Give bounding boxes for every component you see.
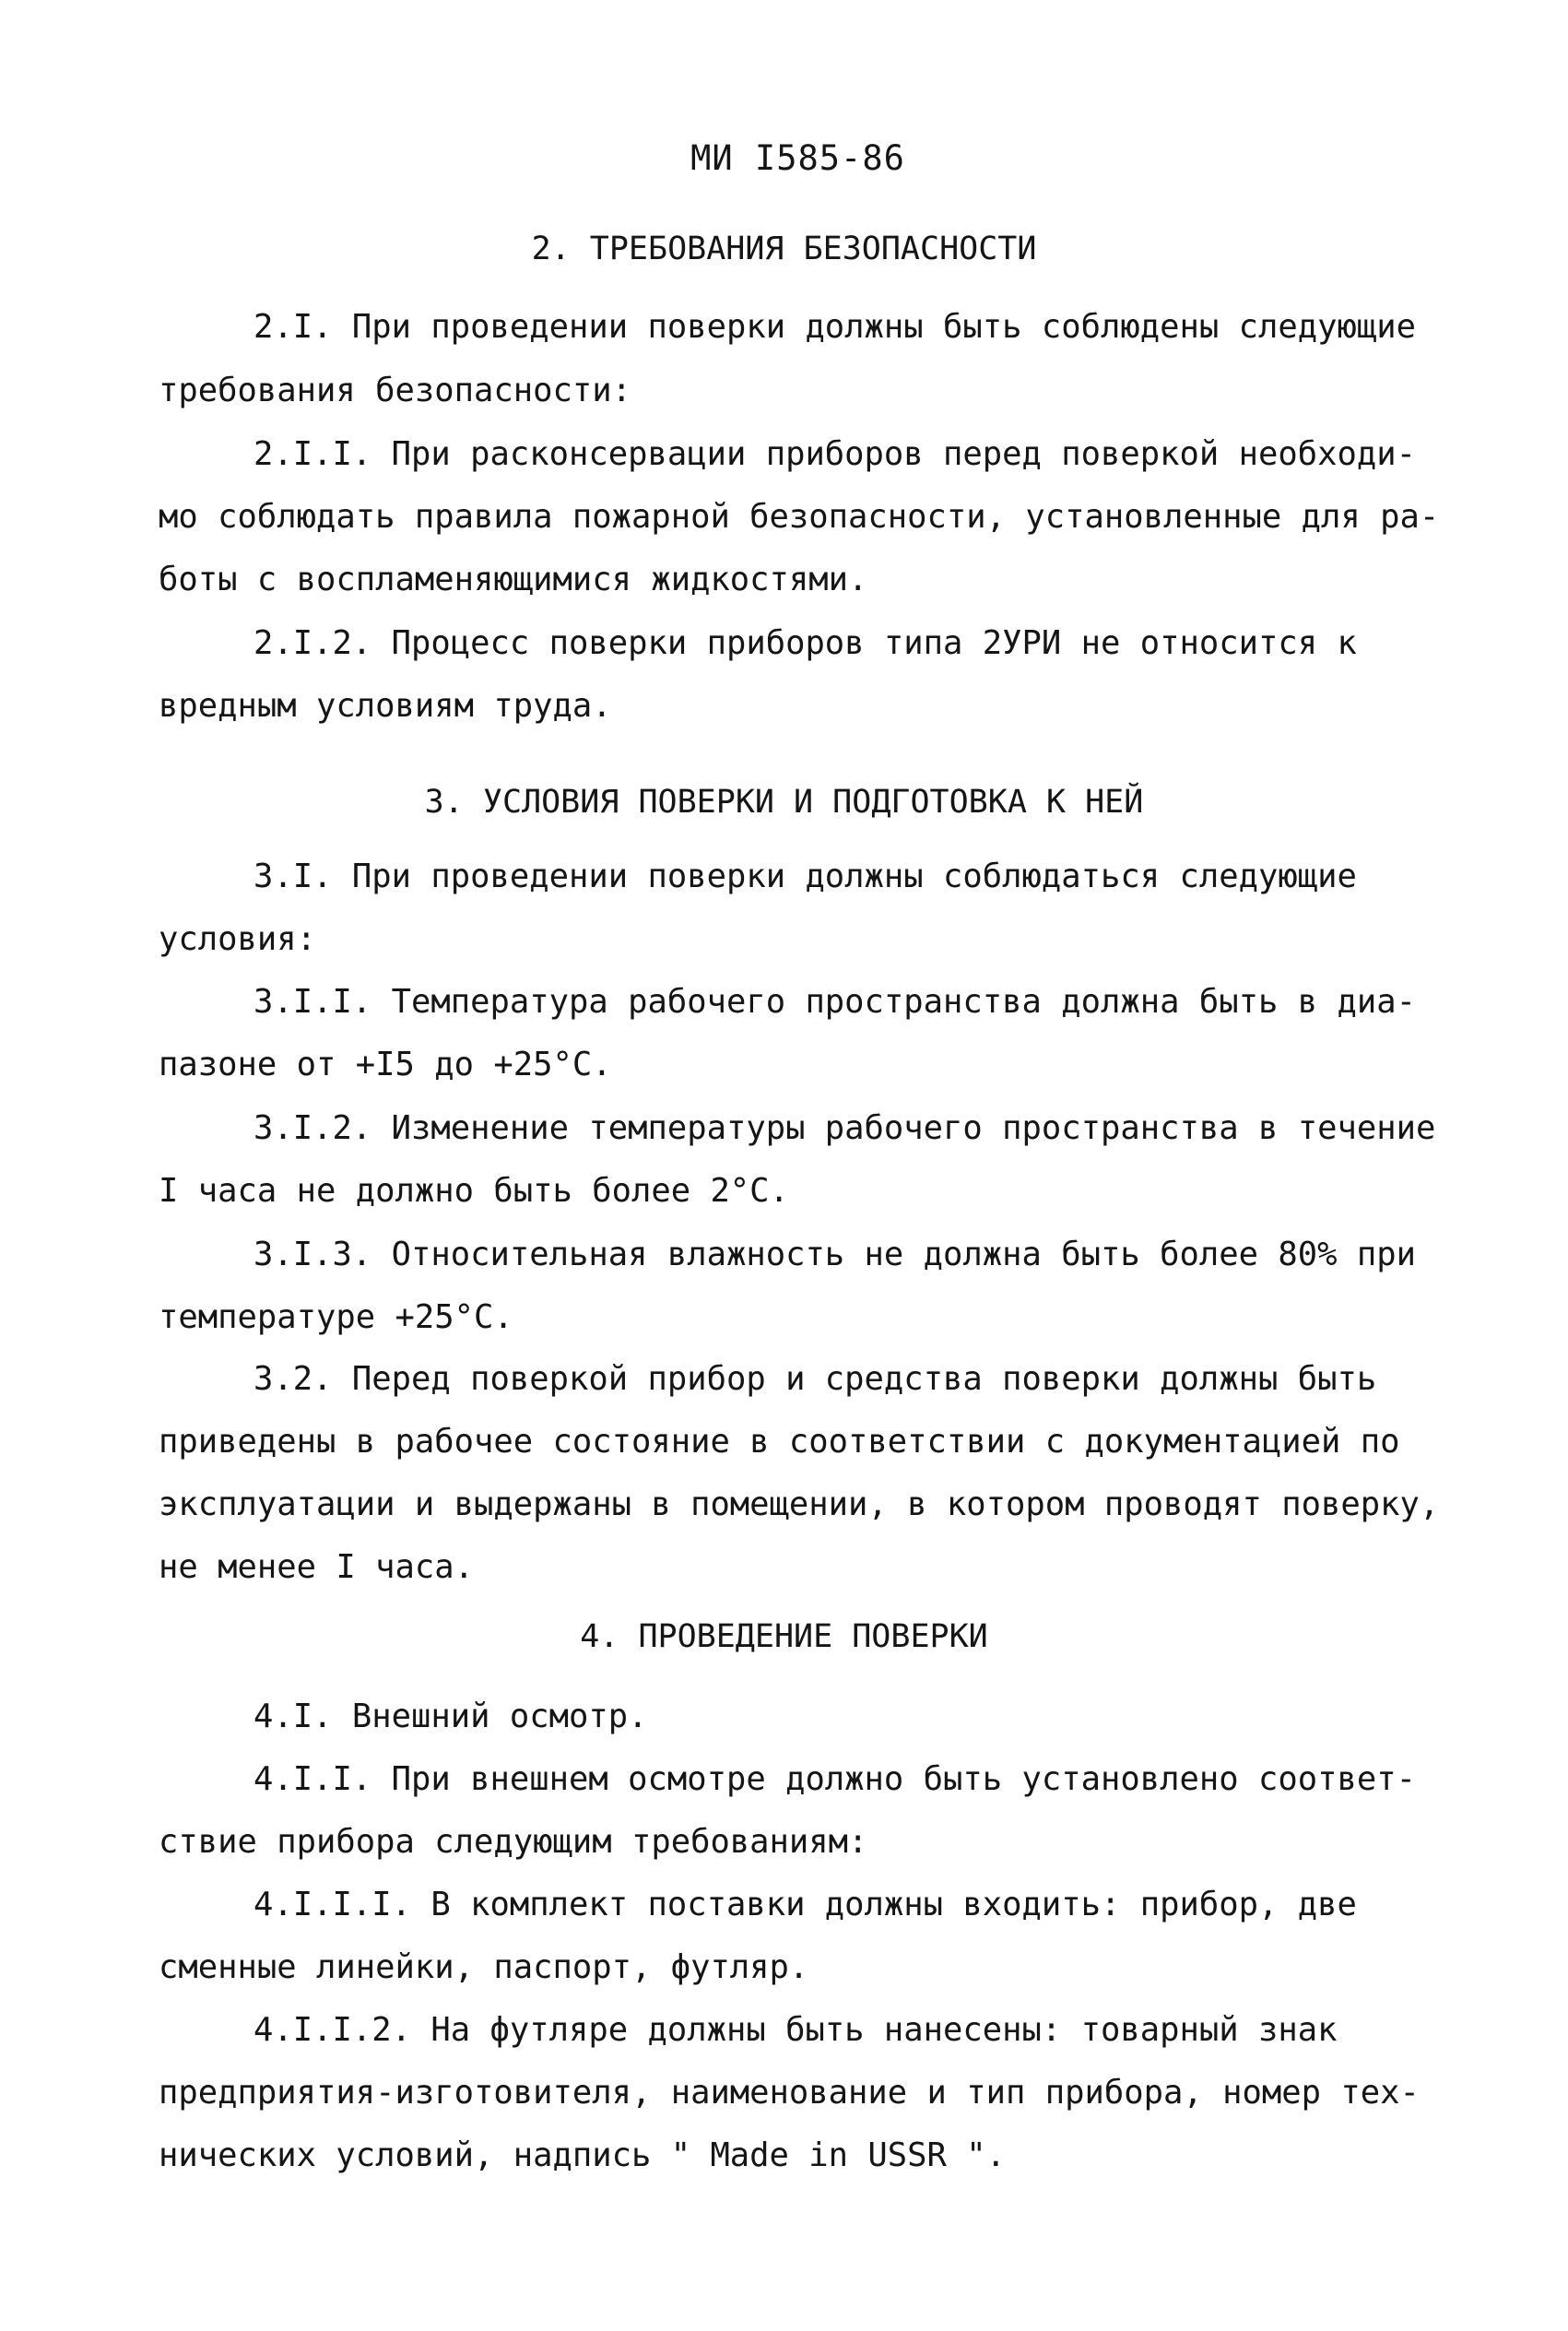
paragraph-3-1-2-line-1: 3.I.2. Изменение температуры рабочего пространства в течение	[253, 1109, 1436, 1147]
paragraph-2-1-1-line-3: боты с воспламеняющимися жидкостями.	[159, 561, 868, 598]
paragraph-4-1-line-1: 4.I. Внешний осмотр.	[253, 1698, 648, 1735]
paragraph-2-1-1-line-2: мо соблюдать правила пожарной безопасности, установленные для ра-	[159, 498, 1440, 536]
paragraph-2-1-line-2: требования безопасности:	[159, 372, 631, 409]
paragraph-2-1-2-line-1: 2.I.2. Процесс поверки приборов типа 2УРИ не относится к	[253, 624, 1357, 662]
section-4-title: 4. ПРОВЕДЕНИЕ ПОВЕРКИ	[580, 1618, 988, 1655]
paragraph-3-2-line-2: приведены в рабочее состояние в соответствии с документацией по	[159, 1423, 1400, 1461]
paragraph-2-1-2-line-2: вредным условиям труда.	[159, 687, 612, 725]
paragraph-3-1-line-1: 3.I. При проведении поверки должны соблюдаться следующие	[253, 858, 1357, 895]
paragraph-4-1-1-2-line-1: 4.I.I.2. На футляре должны быть нанесены: товарный знак	[253, 2011, 1338, 2049]
section-3-title: 3. УСЛОВИЯ ПОВЕРКИ И ПОДГОТОВКА К НЕЙ	[424, 784, 1144, 821]
paragraph-4-1-1-2-line-2: предприятия-изготовителя, наименование и тип прибора, номер тех-	[159, 2074, 1420, 2112]
paragraph-2-1-1-line-1: 2.I.I. При расконсервации приборов перед поверкой необходи-	[253, 435, 1416, 473]
paragraph-4-1-1-line-2: ствие прибора следующим требованиям:	[159, 1823, 868, 1861]
paragraph-3-1-1-line-2: пазоне от +I5 до +25°С.	[159, 1046, 612, 1083]
paragraph-3-2-line-1: 3.2. Перед поверкой прибор и средства поверки должны быть	[253, 1360, 1377, 1398]
paragraph-3-1-line-2: условия:	[159, 920, 316, 958]
paragraph-3-2-line-4: не менее I часа.	[159, 1548, 474, 1586]
paragraph-4-1-1-1-line-1: 4.I.I.I. В комплект поставки должны входить: прибор, две	[253, 1886, 1357, 1923]
paragraph-3-2-line-3: эксплуатации и выдержаны в помещении, в котором проводят поверку,	[159, 1485, 1440, 1523]
paragraph-2-1-line-1: 2.I. При проведении поверки должны быть соблюдены следующие	[253, 308, 1416, 346]
paragraph-4-1-1-line-1: 4.I.I. При внешнем осмотре должно быть установлено соответ-	[253, 1760, 1416, 1798]
section-2-title: 2. ТРЕБОВАНИЯ БЕЗОПАСНОСТИ	[531, 231, 1037, 267]
paragraph-3-1-3-line-1: 3.I.3. Относительная влажность не должна быть более 80% при	[253, 1236, 1416, 1273]
paragraph-3-1-2-line-2: I часа не должно быть более 2°С.	[159, 1172, 789, 1210]
paragraph-3-1-3-line-2: температуре +25°С.	[159, 1298, 513, 1336]
paragraph-4-1-1-2-line-3: нических условий, надпись " Made in USSR ".	[159, 2136, 1007, 2174]
paragraph-4-1-1-1-line-2: сменные линейки, паспорт, футляр.	[159, 1948, 809, 1986]
document-code: МИ I585-86	[690, 138, 905, 178]
paragraph-3-1-1-line-1: 3.I.I. Температура рабочего пространства должна быть в диа-	[253, 983, 1416, 1021]
